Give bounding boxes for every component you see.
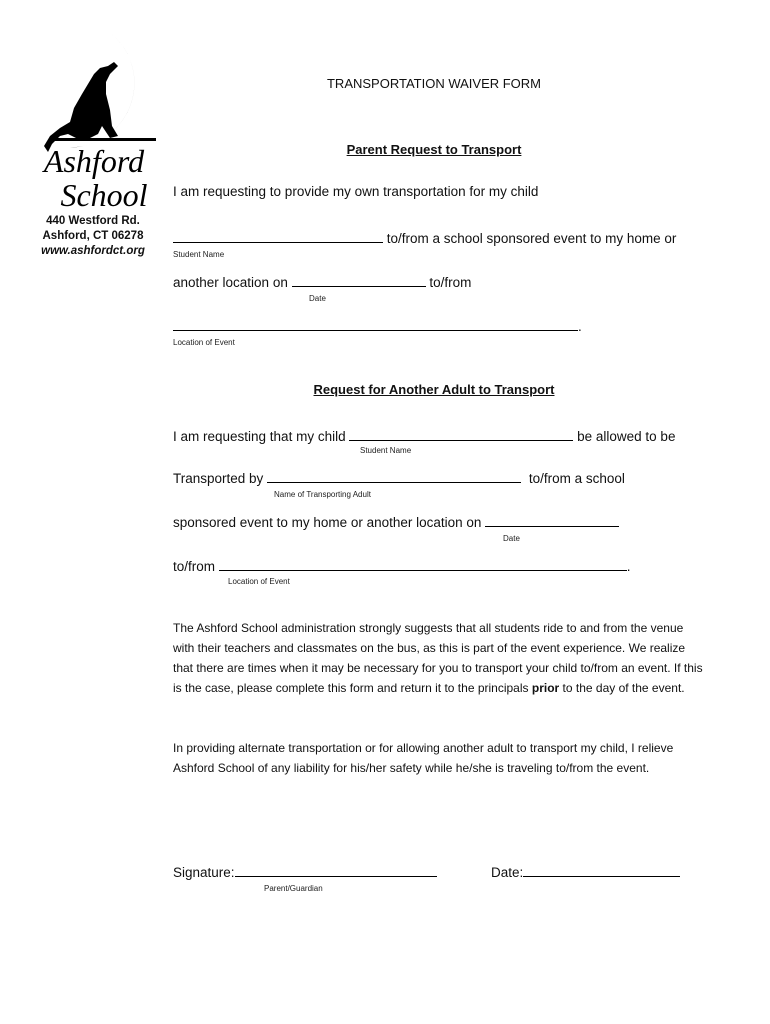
ashford-school-logo — [30, 22, 160, 212]
transporting-adult-field[interactable] — [267, 468, 521, 483]
svg-text:School: School — [60, 177, 148, 212]
date-caption-2: Date — [503, 534, 520, 543]
event-date-field-2[interactable] — [485, 512, 619, 527]
student-name-caption-2: Student Name — [360, 446, 412, 455]
section1-heading: Parent Request to Transport — [346, 142, 522, 157]
student-name-field-2[interactable] — [349, 426, 573, 441]
prior-emphasis: prior — [531, 681, 560, 695]
section2-heading: Request for Another Adult to Transport — [313, 382, 555, 397]
address-website: www.ashfordct.org — [41, 245, 145, 257]
svg-text:Ashford: Ashford — [43, 143, 145, 179]
section1-line3: another location on to/from — [173, 272, 471, 290]
signature-field[interactable] — [235, 862, 437, 877]
section2-line2: Transported by to/from a school — [173, 468, 625, 486]
location-caption: Location of Event — [173, 338, 235, 347]
adult-name-caption: Name of Transporting Adult — [274, 490, 371, 499]
section2-line3: sponsored event to my home or another location on — [173, 512, 619, 530]
event-date-field[interactable] — [292, 272, 426, 287]
form-title: TRANSPORTATION WAIVER FORM — [326, 76, 542, 91]
section1-intro: I am requesting to provide my own transportation for my child — [173, 184, 539, 199]
signature-date-line: Date: — [491, 862, 680, 880]
date-caption: Date — [309, 294, 326, 303]
location-caption-2: Location of Event — [228, 577, 290, 586]
student-name-field[interactable] — [173, 228, 383, 243]
student-name-caption: Student Name — [173, 250, 225, 259]
liability-paragraph: In providing alternate transportation or for allowing another adult to transport my child, I relieve Ashford School of any liability for his/her safety while he/she is traveling to/from the event. — [173, 741, 674, 775]
section2-line1: I am requesting that my child be allowed to be — [173, 426, 675, 444]
address-street: 440 Westford Rd. — [46, 215, 140, 227]
advisory-paragraph: The Ashford School administration strongly suggests that all students ride to and from the venue with their teachers and classmates on the bus, as this is part of the event experience. We realize that there are times when it may be necessary for you to transport your child to/from an event. If this is the case, please complete this form and return it to the principals prior to the day of the event. — [173, 621, 703, 695]
signature-line: Signature: — [173, 862, 437, 880]
event-location-field-2[interactable] — [219, 556, 627, 571]
section2-line4: to/from . — [173, 556, 631, 574]
event-location-field[interactable] — [173, 316, 578, 331]
section1-line2: to/from a school sponsored event to my home or — [173, 228, 676, 246]
signature-date-field[interactable] — [523, 862, 680, 877]
signature-caption: Parent/Guardian — [264, 884, 323, 893]
section1-location-line: . — [173, 316, 582, 334]
address-city: Ashford, CT 06278 — [42, 230, 144, 242]
